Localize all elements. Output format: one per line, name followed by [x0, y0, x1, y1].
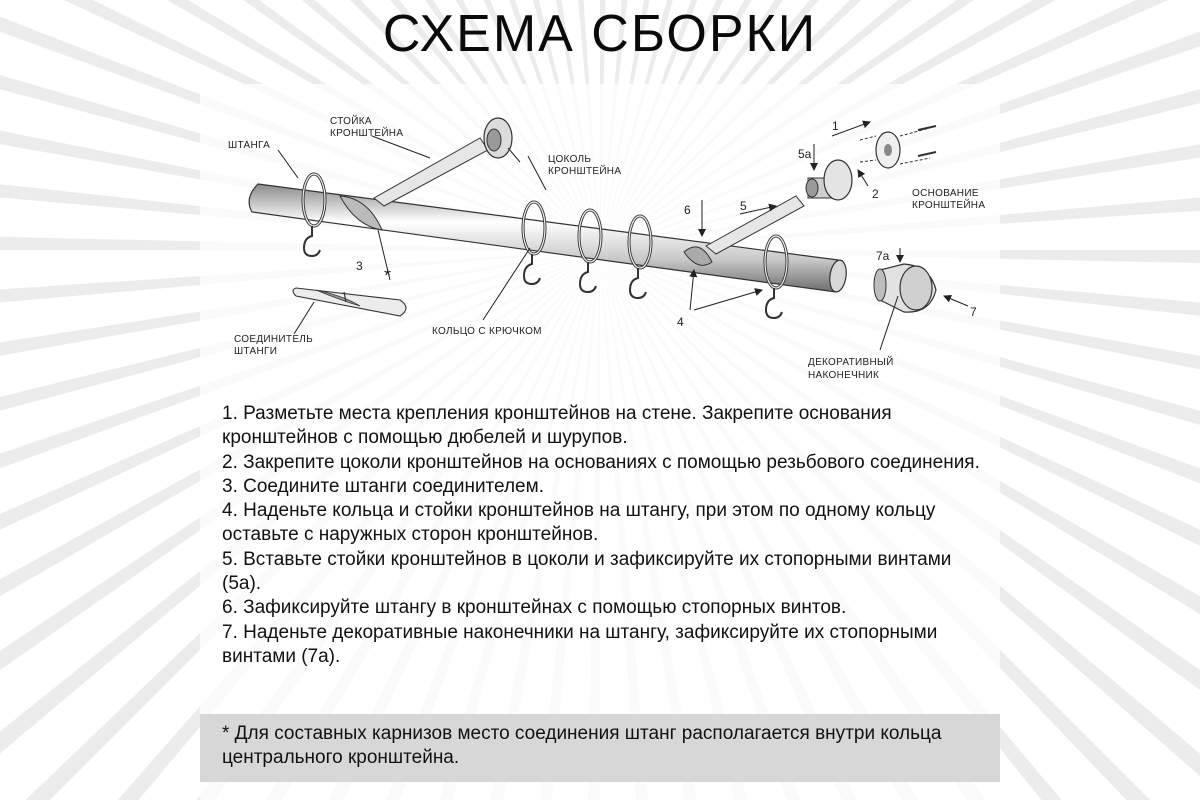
- callout-3: 3: [356, 259, 363, 273]
- label-rod: ШТАНГА: [228, 140, 271, 151]
- callout-5: 5: [740, 199, 747, 213]
- bracket-socket: [806, 160, 852, 200]
- end-cap: [874, 264, 936, 312]
- step-4: 4. Наденьте кольца и стойки кронштейнов на штангу, при этом по одному кольцу оставьте с наружных сторон кронштейнов.: [222, 500, 936, 546]
- page-title: СХЕМА СБОРКИ: [382, 5, 818, 63]
- footnote: * Для составных карнизов место соединения штанг располагается внутри кольца центрального кронштейна.: [222, 723, 942, 768]
- label-end-cap-line2: НАКОНЕЧНИК: [808, 370, 880, 381]
- callout-7: 7: [970, 305, 977, 319]
- label-bracket-post-line1: СТОЙКА: [330, 116, 372, 127]
- label-connector-line2: ШТАНГИ: [234, 346, 278, 357]
- label-bracket-base-line1: ОСНОВАНИЕ: [912, 188, 979, 199]
- callout-1: 1: [832, 119, 839, 133]
- instructions: [222, 402, 982, 669]
- callout-4: 4: [677, 315, 684, 329]
- callout-2: 2: [872, 187, 879, 201]
- label-ring-with-hook: КОЛЬЦО С КРЮЧКОМ: [432, 326, 542, 337]
- label-bracket-base-line2: КРОНШТЕЙНА: [912, 200, 986, 211]
- rod: [249, 184, 848, 293]
- label-bracket-socket-line2: КРОНШТЕЙНА: [548, 166, 622, 177]
- callout-7a: 7а: [876, 249, 890, 263]
- callout-6: 6: [684, 203, 691, 217]
- rod-connector: [293, 288, 406, 316]
- step-3: 3. Соедините штанги соединителем.: [222, 475, 544, 497]
- step-2: 2. Закрепите цоколи кронштейнов на основаниях с помощью резьбового соединения.: [222, 451, 980, 473]
- bracket-base: [860, 126, 936, 168]
- label-connector-line1: СОЕДИНИТЕЛЬ: [234, 334, 314, 345]
- step-6: 6. Зафиксируйте штангу в кронштейнах с помощью стопорных винтов.: [222, 597, 847, 619]
- callout-asterisk: *: [384, 266, 392, 286]
- label-bracket-socket-line1: ЦОКОЛЬ: [548, 154, 592, 165]
- label-bracket-post-line2: КРОНШТЕЙНА: [330, 128, 404, 139]
- label-end-cap-line1: ДЕКОРАТИВНЫЙ: [808, 357, 894, 368]
- step-1: 1. Разметьте места крепления кронштейнов на стене. Закрепите основания кронштейнов с помощью дюбелей и шурупов.: [222, 403, 892, 449]
- callout-5a: 5а: [798, 147, 812, 161]
- step-7: 7. Наденьте декоративные наконечники на штангу, зафиксируйте их стопорными винтами (7а).: [222, 621, 938, 667]
- step-5: 5. Вставьте стойки кронштейнов в цоколи и зафиксируйте их стопорными винтами (5а).: [222, 548, 952, 595]
- footnote-box: [200, 714, 1000, 782]
